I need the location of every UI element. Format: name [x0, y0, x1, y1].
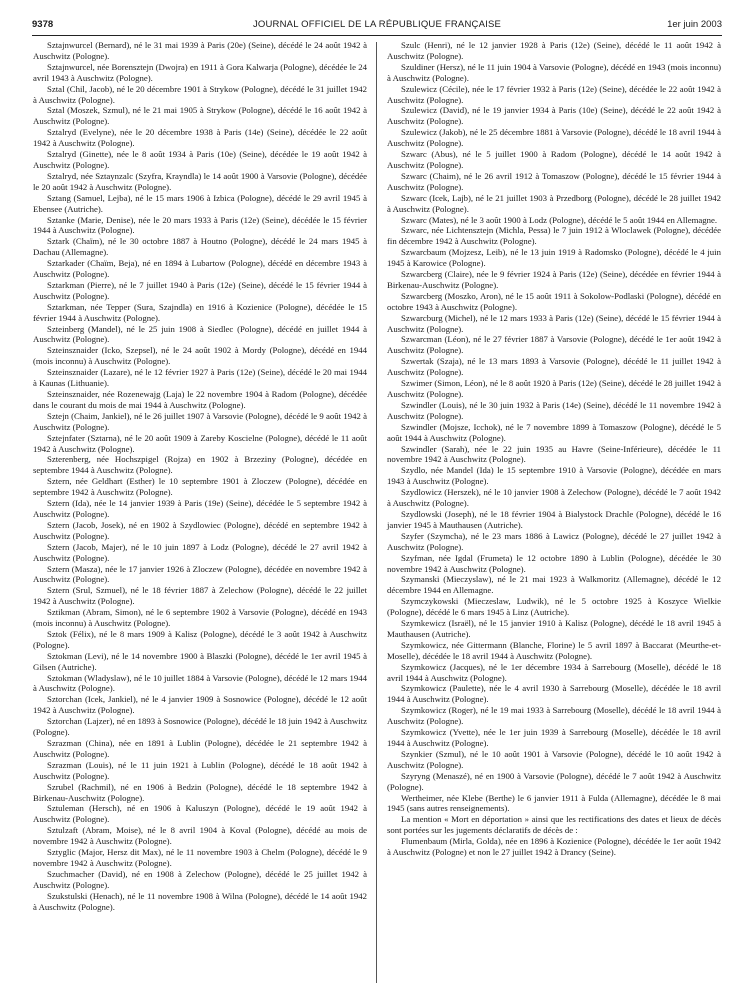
entry-paragraph: Szyryng (Menaszé), né en 1900 à Varsovie (Pologne), décédé le 7 août 1942 à Auschwitz (Pologne). [387, 770, 721, 792]
page-number: 9378 [32, 19, 54, 30]
entry-paragraph: Szyfer (Szymcha), né le 23 mars 1886 à Lawicz (Pologne), décédé le 27 juillet 1942 à Auschwitz (Pologne). [387, 530, 721, 552]
entry-paragraph: Szwarc (Mates), né le 3 août 1900 à Lodz (Pologne), décédé le 5 août 1944 en Allemagne. [401, 214, 718, 225]
entry-paragraph: Sztulzaft (Abram, Moise), né le 8 avril 1904 à Koval (Pologne), décédé au mois de novembre 1942 à Auschwitz (Pologne). [33, 825, 367, 847]
entry-paragraph: Szymkowicz (Jacques), né le 1er décembre 1934 à Sarrebourg (Moselle), décédé le 18 avril 1944 à Auschwitz (Pologne). [387, 661, 721, 683]
entry-paragraph: Szteinsznaider, née Rozenewajg (Laja) le 22 novembre 1904 à Radom (Pologne), décédée dans le courant du mois de mai 1944 à Auschwitz (Pologne). [33, 389, 367, 410]
entry-paragraph: Szwarcberg (Claire), née le 9 février 1924 à Paris (12e) (Seine), décédée en février 1944 à Birkenau-Auschwitz (Pologne). [387, 269, 721, 290]
entry-paragraph: Szwimer (Simon, Léon), né le 8 août 1920 à Paris (12e) (Seine), décédé le 28 juillet 1942 à Auschwitz (Pologne). [387, 378, 721, 399]
entry-paragraph: Szteinsznaider (Icko, Szepsel), né le 24 août 1902 à Mordy (Pologne), décédé en 1944 (mois inconnu) à Auschwitz (Pologne). [33, 345, 367, 367]
entry-paragraph: Szymczykowski (Mieczeslaw, Ludwik), né le 5 octobre 1925 à Koszyce Wielkie (Pologne), décédé le 6 mars 1945 à Linz (Autriche). [387, 596, 721, 618]
entry-paragraph: Sztarkman, née Tepper (Sura, Szajndla) en 1916 à Kozienice (Pologne), décédée le 15 février 1944 à Auschwitz (Pologne). [33, 301, 367, 323]
entry-paragraph: Sztal (Chil, Jacob), né le 20 décembre 1901 à Strykow (Pologne), décédé le 31 juillet 1942 à Auschwitz (Pologne). [33, 83, 367, 105]
entry-paragraph: Sztern (Jacob, Majer), né le 10 juin 1897 à Lodz (Pologne), décédé le 27 avril 1942 à Auschwitz (Pologne). [33, 541, 367, 563]
entry-paragraph: Sztejnfater (Sztarna), né le 20 août 1909 à Zareby Koscielne (Pologne), décédé le 11 août 1942 à Auschwitz (Pologne). [33, 432, 367, 454]
entry-paragraph: Sztyglic (Major, Hersz dit Max), né le 11 novembre 1903 à Chelm (Pologne), décédé le 9 novembre 1942 à Auschwitz (Pologne). [33, 847, 367, 868]
entry-paragraph: Szwarcbaum (Mojzesz, Leib), né le 13 juin 1919 à Radomsko (Pologne), décédé le 4 juin 1945 à Karowice (Pologne). [387, 247, 721, 269]
entry-paragraph: Szterenberg, née Hochszpigel (Rojza) en 1902 à Brzeziny (Pologne), décédée en septembre 1944 à Auschwitz (Pologne). [33, 454, 367, 476]
publication-date: 1er juin 2003 [667, 19, 722, 30]
entry-paragraph: Szymkewicz (Israël), né le 15 janvier 1910 à Kalisz (Pologne), décédé le 18 avril 1945 à Mauthausen (Autriche). [387, 618, 721, 639]
entry-paragraph: Szteinsznaider (Lazare), né le 12 février 1927 à Paris (12e) (Seine), décédé le 20 mai 1944 à Kaunas (Lithuanie). [33, 367, 367, 389]
entry-paragraph: Szwindler (Mojsze, Icchok), né le 7 novembre 1899 à Tomaszow (Pologne), décédé le 5 août 1944 à Auschwitz (Pologne). [387, 421, 721, 443]
entry-paragraph: Sztern (Ida), née le 14 janvier 1939 à Paris (19e) (Seine), décédée le 5 septembre 1942 à Auschwitz (Pologne). [33, 498, 367, 519]
entry-paragraph: Sztarkman (Pierre), né le 7 juillet 1940 à Paris (12e) (Seine), décédé le 15 février 1944 à Auschwitz (Pologne). [33, 279, 367, 301]
entry-paragraph: Sztarkader (Chaïm, Beja), né en 1894 à Lubartow (Pologne), décédé en décembre 1943 à Auschwitz (Pologne). [33, 258, 367, 280]
entry-paragraph: Szymanski (Mieczyslaw), né le 21 mai 1923 à Walkmoritz (Allemagne), décédé le 12 décembre 1944 en Allemagne. [387, 574, 721, 596]
entry-paragraph: Sztern, née Geldhart (Esther) le 10 septembre 1901 à Zloczew (Pologne), décédée en septembre 1942 à Auschwitz (Pologne). [33, 476, 367, 498]
entry-paragraph: Sztalryd (Ginette), née le 8 août 1934 à Paris (10e) (Seine), décédée le 19 août 1942 à Auschwitz (Pologne). [33, 149, 367, 170]
entry-paragraph: Szuchmacher (David), né en 1908 à Zelechow (Pologne), décédé le 25 juillet 1942 à Auschwitz (Pologne). [33, 868, 367, 890]
right-column [387, 40, 721, 858]
entry-paragraph: Szwindler (Sarah), née le 22 juin 1935 au Havre (Seine-Inférieure), décédée le 11 novembre 1942 à Auschwitz (Pologne). [387, 443, 721, 465]
entry-paragraph: Szymkowicz (Paulette), née le 4 avril 1930 à Sarrebourg (Moselle), décédée le 18 avril 1944 à Auschwitz (Pologne). [387, 683, 721, 705]
entry-paragraph: Szwindler (Louis), né le 30 juin 1932 à Paris (14e) (Seine), décédé le 11 novembre 1942 à Auschwitz (Pologne). [387, 399, 721, 421]
entry-paragraph: Szwarc (Abus), né le 5 juillet 1900 à Radom (Pologne), décédé le 14 août 1942 à Auschwitz (Pologne). [387, 149, 721, 170]
entry-paragraph: Szwarcburg (Michel), né le 12 mars 1933 à Paris (12e) (Seine), décédé le 15 février 1944 à Auschwitz (Pologne). [387, 312, 721, 334]
entry-paragraph: Sztang (Samuel, Lejba), né le 15 mars 1906 à Izbica (Pologne), décédé le 29 avril 1945 à Ebensee (Autriche). [33, 192, 367, 214]
entry-paragraph: Szulewicz (Cécile), née le 17 février 1932 à Paris (12e) (Seine), décédée le 22 août 1942 à Auschwitz (Pologne). [387, 83, 721, 105]
entry-paragraph: Szulc (Henri), né le 12 janvier 1928 à Paris (12e) (Seine), décédé le 11 août 1942 à Auschwitz (Pologne). [387, 40, 721, 61]
entry-paragraph: Sztern (Masza), née le 17 janvier 1926 à Zloczew (Pologne), décédée en novembre 1942 à Auschwitz (Pologne). [33, 563, 367, 585]
entry-paragraph: Szydlo, née Mandel (Ida) le 15 septembre 1910 à Varsovie (Pologne), décédée en mars 1943 à Auschwitz (Pologne). [387, 465, 721, 487]
entry-paragraph: Szrazman (Louis), né le 11 juin 1921 à Lublin (Pologne), décédé le 18 août 1942 à Auschwitz (Pologne). [33, 759, 367, 781]
entry-paragraph: Szukstulski (Henach), né le 11 novembre 1908 à Wilna (Pologne), décédé le 14 août 1942 à Auschwitz (Pologne). [33, 890, 367, 912]
entry-paragraph: Sztajnwurcel, née Borensztejn (Dwojra) en 1911 à Gora Kalwarja (Pologne), décédée le 24 avril 1943 à Auschwitz (Pologne). [33, 61, 367, 83]
entry-paragraph: Sztark (Chaïm), né le 30 octobre 1887 à Houtno (Pologne), décédé le 24 mars 1945 à Dachau (Allemagne). [33, 236, 367, 258]
entry-paragraph: Szynkier (Szmul), né le 10 août 1901 à Varsovie (Pologne), décédé le 10 août 1942 à Auschwitz (Pologne). [387, 748, 721, 770]
entry-paragraph: Sztalryd (Evelyne), née le 20 décembre 1938 à Paris (14e) (Seine), décédée le 22 août 1942 à Auschwitz (Pologne). [33, 127, 367, 149]
entry-paragraph: Szwarc (Chaim), né le 26 avril 1912 à Tomaszow (Pologne), décédé le 15 février 1944 à Auschwitz (Pologne). [387, 170, 721, 192]
entry-paragraph: Flumenbaum (Mirla, Golda), née en 1896 à Kozienice (Pologne), décédée le 1er août 1942 à Auschwitz (Pologne) et non le 27 juillet 1942 à Drancy (Seine). [387, 836, 721, 858]
entry-paragraph: Sztejn (Chaim, Jankiel), né le 26 juillet 1907 à Varsovie (Pologne), décédé le 9 août 1942 à Auschwitz (Pologne). [33, 410, 367, 432]
entry-paragraph: Szuldiner (Hersz), né le 11 juin 1904 à Varsovie (Pologne), décédé en 1943 (mois inconnu) à Auschwitz (Pologne). [387, 61, 721, 83]
entry-paragraph: Szwarcman (Léon), né le 27 février 1887 à Varsovie (Pologne), décédé le 1er août 1942 à Auschwitz (Pologne). [387, 334, 721, 356]
entry-paragraph: Szwarcberg (Moszko, Aron), né le 15 août 1911 à Sokolow-Podlaski (Pologne), décédé en octobre 1943 à Auschwitz (Pologne). [387, 290, 721, 312]
entry-paragraph: Szyfman, née Igdal (Frumeta) le 12 octobre 1890 à Lublin (Pologne), décédée le 30 novembre 1942 à Auschwitz (Pologne). [387, 552, 721, 574]
entry-paragraph: Szydlowicz (Herszek), né le 10 janvier 1908 à Zelechow (Pologne), décédé le 7 août 1942 à Auschwitz (Pologne). [387, 487, 721, 509]
entry-paragraph: Szwarc, née Lichtensztejn (Michla, Pessa) le 7 juin 1912 à Wloclawek (Pologne), décédée fin décembre 1942 à Auschwitz (Pologne). [387, 225, 721, 247]
entry-paragraph: Szulewicz (David), né le 19 janvier 1934 à Paris (10e) (Seine), décédé le 22 août 1942 à Auschwitz (Pologne). [387, 105, 721, 127]
entry-paragraph: Sztern (Srul, Szmuel), né le 18 février 1887 à Zelechow (Pologne), décédé le 22 juillet 1942 à Auschwitz (Pologne). [33, 585, 367, 607]
journal-title: JOURNAL OFFICIEL DE LA RÉPUBLIQUE FRANÇAISE [252, 19, 502, 30]
entry-paragraph: Szwertak (Szaja), né le 13 mars 1893 à Varsovie (Pologne), décédé le 11 juillet 1942 à Auschwitz (Pologne). [387, 356, 721, 378]
entry-paragraph: Sztikman (Abram, Simon), né le 6 septembre 1902 à Varsovie (Pologne), décédé en 1943 (mois inconnu) à Auschwitz (Pologne). [33, 607, 367, 629]
entry-paragraph: Sztorchan (Icek, Jankiel), né le 4 janvier 1909 à Sosnowice (Pologne), décédé le 12 août 1942 à Auschwitz (Pologne). [33, 694, 367, 716]
entry-paragraph: Sztal (Moszek, Szmul), né le 21 mai 1905 à Strykow (Pologne), décédé le 16 août 1942 à Auschwitz (Pologne). [33, 105, 367, 127]
entry-paragraph: Sztalryd, née Sztaynzalc (Szyfra, Krayndla) le 14 août 1900 à Varsovie (Pologne), décédée le 20 août 1942 à Auschwitz (Pologne). [33, 170, 367, 192]
entry-paragraph: Szwarc (Icek, Lajb), né le 21 juillet 1903 à Przedborg (Pologne), décédé le 28 juillet 1942 à Auschwitz (Pologne). [387, 192, 721, 214]
entry-paragraph: Sztajnwurcel (Bernard), né le 31 mai 1939 à Paris (20e) (Seine), décédé le 24 août 1942 à Auschwitz (Pologne). [33, 40, 367, 61]
entry-paragraph: Szteinberg (Mandel), né le 25 juin 1908 à Siedlec (Pologne), décédé en juillet 1944 à Auschwitz (Pologne). [33, 323, 367, 345]
column-divider [376, 42, 377, 983]
entry-paragraph: Sztokman (Levi), né le 14 novembre 1900 à Blaszki (Pologne), décédé le 1er avril 1945 à Gilsen (Autriche). [33, 650, 367, 672]
entry-paragraph: Szydlowski (Joseph), né le 18 février 1904 à Bialystock Drachle (Pologne), décédé le 16 janvier 1945 à Mauthausen (Autriche). [387, 508, 721, 530]
left-column [33, 40, 367, 913]
entry-paragraph: Sztanke (Marie, Denise), née le 20 mars 1933 à Paris (12e) (Seine), décédée le 15 février 1944 à Auschwitz (Pologne). [33, 214, 367, 236]
entry-paragraph: La mention « Mort en déportation » ainsi que les rectifications des dates et lieux de décès sont portées sur les jugements déclaratifs de décès de : [387, 814, 721, 836]
entry-paragraph: Szymkowicz (Yvette), née le 1er juin 1939 à Sarrebourg (Moselle), décédée le 18 avril 1944 à Auschwitz (Pologne). [387, 727, 721, 748]
entry-paragraph: Sztok (Félix), né le 8 mars 1909 à Kalisz (Pologne), décédé le 3 août 1942 à Auschwitz (Pologne). [33, 628, 367, 650]
entry-paragraph: Sztern (Jacob, Josek), né en 1902 à Szydlowiec (Pologne), décédé en septembre 1942 à Auschwitz (Pologne). [33, 519, 367, 541]
entry-paragraph: Szymkowicz, née Gittermann (Blanche, Florine) le 5 avril 1897 à Baccarat (Meurthe-et-Moselle), décédée le 18 avril 1944 à Auschwitz (Pologne). [387, 639, 721, 661]
entry-paragraph: Wertheimer, née Klebe (Berthe) le 6 janvier 1911 à Fulda (Allemagne), décédée le 8 mai 1945 (sans autres renseignements). [387, 792, 721, 814]
entry-paragraph: Szrubel (Rachmil), né en 1906 à Bedzin (Pologne), décédé le 18 septembre 1942 à Birkenau-Auschwitz (Pologne). [33, 781, 367, 803]
entry-paragraph: Szymkowicz (Roger), né le 19 mai 1933 à Sarrebourg (Moselle), décédé le 18 avril 1944 à Auschwitz (Pologne). [387, 705, 721, 727]
entry-paragraph: Szrazman (China), née en 1891 à Lublin (Pologne), décédée le 21 septembre 1942 à Auschwitz (Pologne). [33, 738, 367, 759]
page-header [32, 19, 722, 33]
entry-paragraph: Sztorchan (Lajzer), né en 1893 à Sosnowice (Pologne), décédé le 18 juin 1942 à Auschwitz (Pologne). [33, 716, 367, 738]
entry-paragraph: Szulewicz (Jakob), né le 25 décembre 1881 à Varsovie (Pologne), décédé le 18 avril 1944 à Auschwitz (Pologne). [387, 127, 721, 149]
entry-paragraph: Sztokman (Wladyslaw), né le 10 juillet 1884 à Varsovie (Pologne), décédé le 12 mars 1944 à Auschwitz (Pologne). [33, 672, 367, 694]
header-rule [32, 35, 722, 36]
entry-paragraph: Sztuleman (Hersch), né en 1906 à Kaluszyn (Pologne), décédé le 19 août 1942 à Auschwitz (Pologne). [33, 803, 367, 825]
